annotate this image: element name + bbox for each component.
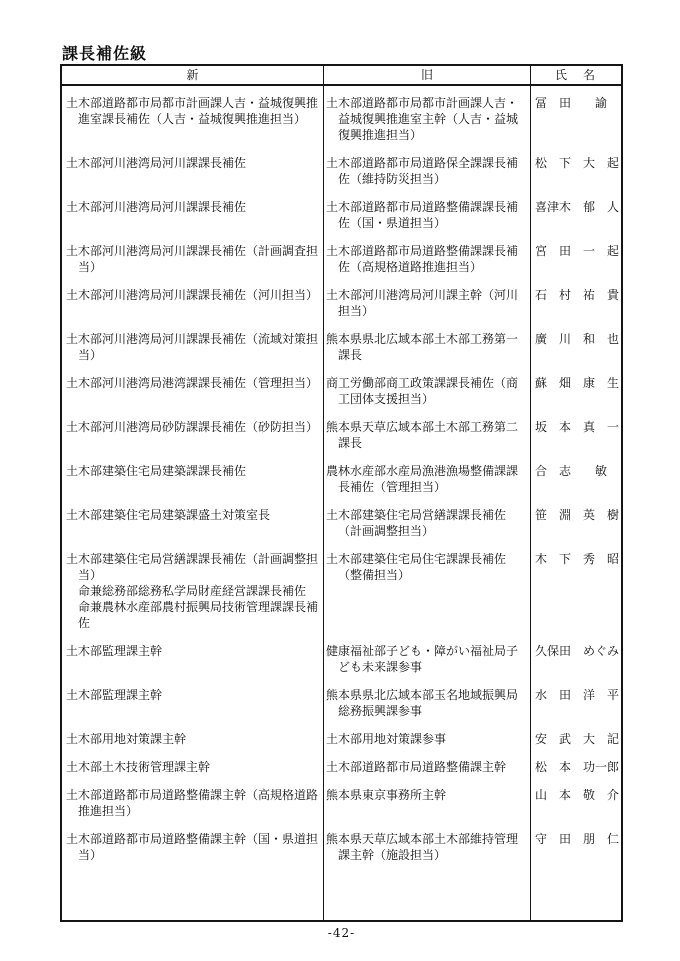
cell-old (324, 831, 531, 875)
cell-old (324, 375, 531, 419)
cell-name name-text: 蘇 畑 康 生 (535, 376, 620, 390)
cell-name name-text: 石 村 祐 貴 (535, 288, 620, 302)
position-text: 熊本県県北広域本部玉名地域振興局総務振興課参事 (326, 688, 519, 718)
cell-new (62, 199, 324, 243)
cell-new (62, 287, 324, 331)
cell-name name-text: 山 本 敬 介 (535, 788, 620, 802)
cell-old (324, 643, 531, 687)
cell-name name-text: 安 武 大 記 (535, 732, 620, 746)
cell-new (62, 155, 324, 199)
body-filler (62, 875, 621, 920)
cell-name name-text: 廣 川 和 也 (535, 332, 620, 346)
column-header-name: 氏 名 (554, 68, 597, 82)
cell-new (62, 463, 324, 507)
cell-new (62, 419, 324, 463)
position-text: 土木部河川港湾局河川課課長補佐 (66, 200, 247, 214)
position-text: 土木部河川港湾局河川課課長補佐（計画調査担当） (66, 244, 319, 274)
table-header-row (62, 66, 621, 86)
position-text: 熊本県県北広域本部土木部工務第一課長 (326, 332, 519, 362)
cell-old (324, 199, 531, 243)
position-text: 熊本県天草広域本部土木部工務第二課長 (326, 420, 519, 450)
table-row (62, 787, 621, 831)
position-text: 土木部河川港湾局砂防課課長補佐（砂防担当） (66, 420, 319, 434)
cell-new (62, 643, 324, 687)
cell-new (62, 759, 324, 787)
cell-old (324, 551, 531, 643)
table-row (62, 243, 621, 287)
cell-old (324, 155, 531, 199)
position-text: 土木部道路都市局道路整備課課長補佐（高規格道路推進担当） (326, 244, 519, 274)
cell-name name-text: 坂 本 真 一 (535, 420, 620, 434)
cell-name name-text: 木 下 秀 昭 (535, 552, 620, 566)
cell-name name-text: 冨 田 諭 (535, 96, 608, 110)
cell-old (324, 787, 531, 831)
position-text: 土木部道路都市局道路整備課主幹（国・県道担当） (66, 832, 319, 862)
position-text: 土木部河川港湾局港湾課課長補佐（管理担当） (66, 376, 319, 390)
position-text: 熊本県東京事務所主幹 (326, 788, 447, 802)
position-text: 土木部道路都市局道路整備課主幹 (326, 760, 507, 774)
table-row (62, 507, 621, 551)
cell-name name-text: 久保田 めぐみ (535, 644, 620, 658)
position-text: 土木部用地対策課主幹 (66, 732, 187, 746)
cell-new (62, 787, 324, 831)
filler-cell-new (62, 875, 324, 920)
cell-old (324, 759, 531, 787)
table-row (62, 643, 621, 687)
cell-new (62, 331, 324, 375)
cell-old (324, 731, 531, 759)
column-header-old: 旧 (324, 66, 531, 84)
position-text: 土木部道路都市局道路整備課課長補佐（国・県道担当） (326, 200, 519, 230)
cell-new (62, 551, 324, 643)
page-title: 課長補佐級 (62, 44, 148, 63)
position-text: 農林水産部水産局漁港漁場整備課課長補佐（管理担当） (326, 464, 519, 494)
position-text: 健康福祉部子ども・障がい福祉局子ども未来課参事 (326, 644, 519, 674)
table-row (62, 331, 621, 375)
table-row (62, 86, 621, 155)
cell-name name-text: 水 田 洋 平 (535, 688, 620, 702)
position-text: 命兼農林水産部農村振興局技術管理課課長補佐 (78, 600, 319, 630)
cell-old (324, 331, 531, 375)
cell-name name-text: 松 下 大 起 (535, 156, 620, 170)
position-text: 土木部建築住宅局営繕課課長補佐（計画調整担当） (66, 552, 319, 582)
cell-old (324, 243, 531, 287)
cell-old (324, 687, 531, 731)
cell-old (324, 463, 531, 507)
position-text: 命兼総務部総務私学局財産経営課課長補佐 (78, 584, 307, 598)
table-body (62, 86, 621, 920)
position-text: 土木部監理課主幹 (66, 688, 163, 702)
table-row (62, 687, 621, 731)
cell-name name-text: 宮 田 一 起 (535, 244, 620, 258)
position-text: 商工労働部商工政策課課長補佐（商工団体支援担当） (326, 376, 519, 406)
page-number: -42- (327, 926, 356, 940)
cell-new (62, 507, 324, 551)
cell-new (62, 375, 324, 419)
filler-cell-name (531, 875, 621, 920)
table-row (62, 155, 621, 199)
cell-name name-text: 笹 淵 英 樹 (535, 508, 620, 522)
position-text: 土木部道路都市局道路整備課主幹（高規格道路推進担当） (66, 788, 319, 818)
position-text: 土木部監理課主幹 (66, 644, 163, 658)
cell-new (62, 687, 324, 731)
cell-name name-text: 喜津木 郁 人 (535, 200, 620, 214)
cell-new (62, 243, 324, 287)
cell-new (62, 86, 324, 155)
position-text: 土木部建築住宅局建築課盛土対策室長 (66, 508, 271, 522)
column-header-new: 新 (62, 66, 324, 84)
position-text: 土木部用地対策課参事 (326, 732, 447, 746)
cell-name name-text: 守 田 朋 仁 (535, 832, 620, 846)
position-text: 土木部河川港湾局河川課課長補佐（河川担当） (66, 288, 319, 302)
cell-old (324, 507, 531, 551)
position-text: 土木部土木技術管理課主幹 (66, 760, 211, 774)
table-row (62, 375, 621, 419)
position-text: 土木部建築住宅局住宅課課長補佐（整備担当） (326, 552, 507, 582)
cell-new (62, 831, 324, 875)
position-text: 土木部道路都市局道路保全課課長補佐（維持防災担当） (326, 156, 519, 186)
table-row (62, 731, 621, 759)
position-text: 土木部道路都市局都市計画課人吉・益城復興推進室主幹（人吉・益城復興推進担当） (326, 96, 519, 142)
position-text: 土木部河川港湾局河川課課長補佐（流域対策担当） (66, 332, 319, 362)
table-row (62, 551, 621, 643)
table-row (62, 419, 621, 463)
cell-name name-text: 松 本 功一郎 (535, 760, 620, 774)
cell-name name-text: 合 志 敏 (535, 464, 608, 478)
table-row (62, 831, 621, 875)
cell-old (324, 419, 531, 463)
table-row (62, 463, 621, 507)
position-text: 土木部河川港湾局河川課課長補佐 (66, 156, 247, 170)
position-text: 土木部道路都市局都市計画課人吉・益城復興推進室課長補佐（人吉・益城復興推進担当） (66, 96, 319, 126)
table-row (62, 759, 621, 787)
personnel-table (60, 64, 623, 922)
table-row (62, 199, 621, 243)
position-text: 土木部建築住宅局建築課課長補佐 (66, 464, 247, 478)
cell-old (324, 86, 531, 155)
table-row (62, 287, 621, 331)
cell-new (62, 731, 324, 759)
filler-cell-old (324, 875, 531, 920)
cell-old (324, 287, 531, 331)
position-text: 熊本県天草広域本部土木部維持管理課主幹（施設担当） (326, 832, 519, 862)
position-text: 土木部建築住宅局営繕課課長補佐（計画調整担当） (326, 508, 507, 538)
position-text: 土木部河川港湾局河川課主幹（河川担当） (326, 288, 519, 318)
